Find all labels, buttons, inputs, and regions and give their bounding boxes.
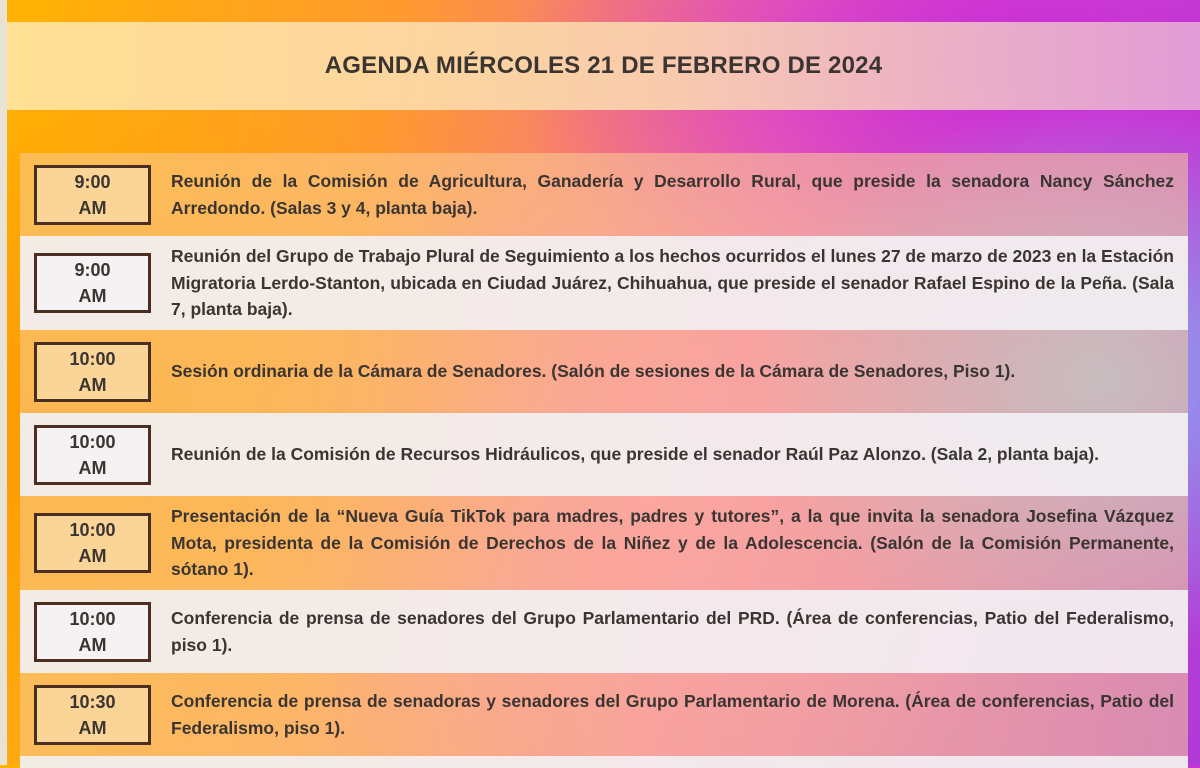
agenda-description: Conferencia de prensa de senadores del Grupo Parlamentario del PRD. (Área de conferencias, Patio del Federalismo, piso 1). xyxy=(171,608,1174,655)
agenda-row xyxy=(20,496,1188,590)
time-hour: 10:00 xyxy=(69,431,116,452)
time-box xyxy=(34,165,151,225)
time-hour: 10:00 xyxy=(69,608,116,629)
agenda-description: Reunión de la Comisión de Recursos Hidráulicos, que preside el senador Raúl Paz Alonzo. (Sala 2, planta baja). xyxy=(171,444,1100,465)
agenda-row xyxy=(20,330,1188,413)
time-period: AM xyxy=(78,197,107,218)
time-box xyxy=(34,513,151,573)
time-hour: 9:00 xyxy=(74,260,111,280)
time-hour: 9:00 xyxy=(74,171,111,192)
agenda-description: Presentación de la “Nueva Guía TikTok para madres, padres y tutores”, a la que invita la senadora Josefina Vázquez Mota, presidenta de la Comisión de Derechos de la Niñez y de la Adolescencia. (Salón de la Comisión Permanente, sótano 1). xyxy=(171,506,1174,580)
agenda-list xyxy=(20,153,1188,768)
time-box xyxy=(34,342,151,402)
agenda-row xyxy=(20,590,1188,673)
left-edge-strip xyxy=(0,0,7,765)
agenda-description: Reunión del Grupo de Trabajo Plural de Seguimiento a los hechos ocurridos el lunes 27 de marzo de 2023 en la Estación Migratoria Lerdo-Stanton, ubicada en Ciudad Juárez, Chihuahua, que preside el senador Rafael Espino de la Peña. (Sala 7, planta baja). xyxy=(171,246,1174,320)
agenda-row xyxy=(20,673,1188,756)
time-box xyxy=(34,253,151,313)
time-period: AM xyxy=(78,457,107,478)
agenda-description: Reunión de la Comisión de Agricultura, Ganadería y Desarrollo Rural, que preside la senadora Nancy Sánchez Arredondo. (Salas 3 y 4, planta baja). xyxy=(171,171,1174,218)
time-period: AM xyxy=(78,374,107,395)
agenda-row xyxy=(20,413,1188,496)
agenda-description: Sesión ordinaria de la Cámara de Senadores. (Salón de sesiones de la Cámara de Senadores, Piso 1). xyxy=(171,361,1016,382)
title-band xyxy=(7,22,1200,110)
agenda-row-partial xyxy=(20,756,1188,768)
time-box xyxy=(34,602,151,662)
agenda-row xyxy=(20,153,1188,236)
time-period: AM xyxy=(78,717,107,738)
time-box xyxy=(34,685,151,745)
page-title: AGENDA MIÉRCOLES 21 DE FEBRERO DE 2024 xyxy=(324,52,883,79)
time-hour: 10:00 xyxy=(69,348,116,369)
agenda-description: Conferencia de prensa de senadoras y senadores del Grupo Parlamentario de Morena. (Área de conferencias, Patio del Federalismo, piso 1). xyxy=(171,691,1174,738)
time-period: AM xyxy=(78,634,107,655)
time-box xyxy=(34,425,151,485)
agenda-row xyxy=(20,236,1188,330)
time-hour: 10:30 xyxy=(69,691,116,712)
time-hour: 10:00 xyxy=(69,520,116,540)
time-period: AM xyxy=(78,546,107,566)
time-period: AM xyxy=(78,286,107,306)
